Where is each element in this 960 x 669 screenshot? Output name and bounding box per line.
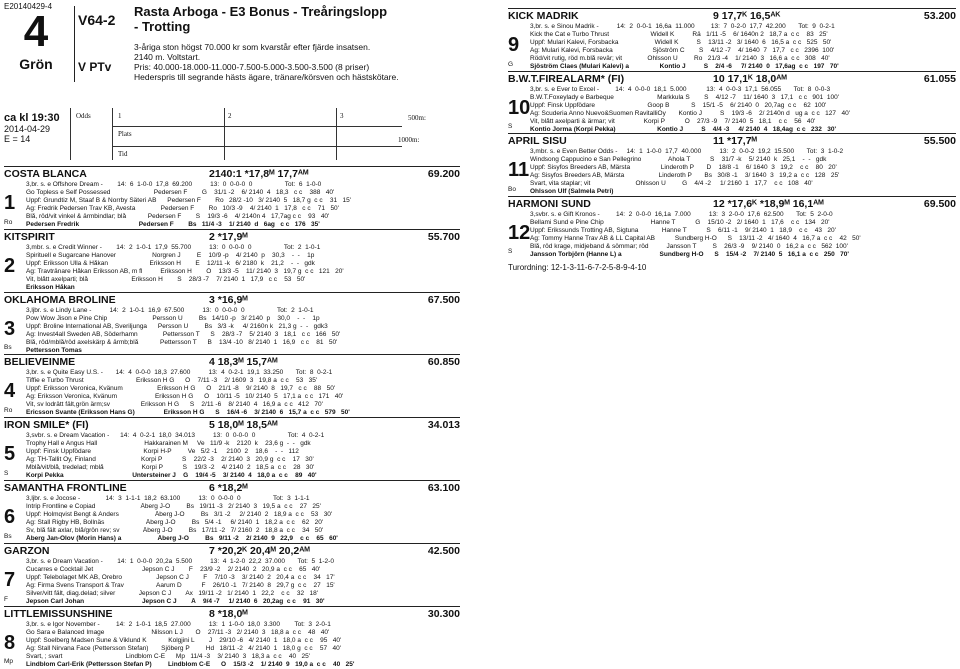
horse-stats	[26, 432, 460, 480]
stat-line: Uppf: Soelberg Madsen Sune & Viklund K Kolgjini L J 29/10 -6 4/ 2140 1 18,0 a c c 95 40'	[26, 636, 342, 644]
horse-home-track: Mp	[4, 658, 14, 666]
horse-separator	[4, 229, 460, 230]
race-id: E20140429-4	[4, 2, 53, 11]
post-number: 7	[4, 568, 16, 591]
odds-label: Odds	[76, 112, 91, 120]
horse-entry	[4, 606, 460, 669]
grid-plats: Plats	[118, 130, 132, 138]
stat-line: Eriksson Håkan	[26, 283, 75, 291]
horse-name: OKLAHOMA BROLINE	[4, 293, 116, 306]
horse-home-track: Bs	[4, 532, 12, 540]
stat-line: Silver/vitt fält, diag.delad; silver Jepson C J Ax 19/11 -2 1/ 2140 1 22,2 c c 32 18'	[26, 589, 318, 597]
stat-line: Uppf: Grundtiz M, Staaf B & Norrby Säteri AB Pedersen F Ro 28/2 -10 3/ 2140 5 18,7 g c c 31 15'	[26, 197, 351, 204]
horse-stats	[530, 86, 956, 134]
stat-line: 3,br. s. e Offshore Dream - 14: 6 1-0-0 17,8 69.200 13: 0 0-0-0 0 Tot: 6 1-0-0	[26, 181, 322, 188]
grid-col-1: 1	[118, 112, 122, 120]
horse-record: 2 *17,9ᴹ	[209, 230, 248, 243]
post-number: 2	[4, 254, 16, 277]
cond-line2: 2140 m. Voltstart.	[134, 52, 201, 62]
horse-separator	[4, 480, 460, 481]
horse-record: 8 *18,0ᴹ	[209, 607, 248, 620]
stat-line: Pow Wow Jison e Pine Chip Persson U Bs 14/10 -p 3/ 2140 p 30,0 - - 1p	[26, 314, 320, 322]
race-date: 2014-04-29	[4, 124, 51, 134]
horse-stats	[26, 181, 460, 229]
stat-line: Äg: Tommy Hanne Trav AB & LL Capital AB Sundberg H-O S 13/11 -2 4/ 1640 4 16,7 a c c 42 50'	[530, 234, 861, 242]
stat-line: Cucarres e Cocktail Jet Jepson C J F 23/9 -2 2/ 2140 2 20,9 a c c 65 40'	[26, 565, 321, 573]
horse-name: B.W.T.FIREALARM* (FI)	[508, 72, 625, 85]
horse-name: IRON SMILE* (FI)	[4, 419, 89, 432]
stat-line: Sv, blå fält axlar, blå/grön rev; sv Åberg J-O Bs 17/11 -2 7/ 2160 2 18,8 a c c 34 50'	[26, 526, 324, 534]
stat-line: 3,ljbr. s. e Jocose - 14: 3 1-1-1 18,2 63.100 13: 0 0-0-0 0 Tot: 3 1-1-1	[26, 494, 310, 502]
horse-separator	[4, 543, 460, 544]
stat-line: Röd/vit rutig, röd m.blå revär; vit Ohlsson U Ro 21/3 -4 1/ 2140 3 16,6 a c c 308 40'	[530, 55, 830, 62]
horse-prize: 61.055	[923, 72, 956, 85]
post-number: 8	[4, 631, 16, 654]
horse-entry	[508, 196, 956, 259]
grid-hline	[112, 146, 402, 147]
horse-prize: 60.850	[427, 356, 460, 369]
horse-name: LITTLEMISSUNSHINE	[4, 607, 113, 620]
horse-entry	[4, 166, 460, 229]
stat-line: Åberg Jan-Olov (Morin Hans) a Åberg J-O Bs 9/11 -2 2/ 2140 9 22,9 c c 65 60'	[26, 534, 338, 542]
horse-home-track: S	[508, 123, 513, 130]
grid-1000m: 1000m:	[398, 136, 420, 144]
race-number: 4	[23, 7, 49, 56]
horse-name: APRIL SISU	[508, 135, 567, 147]
stat-line: Äg: Stall Rigby HB, Bollnäs Åberg J-O Bs 5/4 -1 6/ 2140 1 18,2 a c c 62 20'	[26, 518, 324, 526]
post-number: 4	[4, 380, 16, 403]
stat-line: 3,mbr. s. e Even Better Odds - 14: 1 1-0-0 17,7 40.000 13: 2 0-0-2 19,2 15.500 Tot: 3 1-0-2	[530, 148, 844, 155]
stat-line: Uppf: Finsk Uppfödare Goop B S 15/1 -5 6/ 2140 0 20,7ag c c 62 100'	[530, 101, 827, 109]
horse-home-track: Ro	[4, 218, 13, 226]
horse-record: 4 18,3ᴹ 15,7ᴬᴹ	[209, 356, 278, 369]
stat-line: Mblå/vit/blå, tredelad; mblå Korpi P S 19/3 -2 4/ 2140 2 18,5 a c c 28 30'	[26, 464, 315, 472]
race-title-line1: Rasta Arboga - E3 Bonus - Treåringslopp	[134, 4, 388, 19]
horse-separator	[508, 133, 956, 134]
stat-line: Blå, röd/mblå/röd axelskärp & ärmb;blå Pettersson T B 13/4 -10 8/ 2140 1 16,9 c c 81 50'	[26, 338, 338, 346]
post-number: 6	[4, 505, 16, 528]
horse-list-left	[4, 166, 460, 668]
race-conditions	[134, 42, 454, 82]
horse-stats	[26, 307, 460, 355]
stat-line: Uppf: Holmqvist Bengt & Anders Åberg J-O Bs 3/1 -2 2/ 2140 2 18,9 a c c 53 30'	[26, 510, 333, 518]
stat-line: Windsong Cappucino e San Pellegrino Ahola T S 31/7 -k 5/ 2140 k 25,1 - - gdk	[530, 156, 827, 163]
stat-line: B.W.T.Foxeylady e Barbeque Markkula S S 4/12 -7 11/ 1640 3 17,1 c c 901 100'	[530, 93, 839, 101]
horse-home-track: Bs	[4, 344, 12, 352]
horse-entry	[4, 354, 460, 417]
stat-line: Tiffie e Turbo Thrust Eriksson H G Ö 7/11 -3 2/ 1609 3 19,8 a c c 53 35'	[26, 377, 318, 385]
horse-stats	[26, 495, 460, 543]
stat-line: Äg: Scuderia Anno Nuevo&Suomen RavitalliOy Kontio J S 19/3 -6 2/ 2140n d ug a c c 127 40'	[530, 109, 850, 117]
stat-line: Kick the Cat e Turbo Thrust Widell K Rä 1/11 -5 6/ 1640n 2 18,7 a c c 83 25'	[530, 31, 828, 38]
stat-line: Go Sara e Balanced Image Nilsson L J Ö 27/11 -3 2/ 2140 3 18,8 a c c 48 40'	[26, 628, 330, 636]
stat-line: Uppf: Sisyfos Breeders AB, Märsta Linderoth P D 18/8 -1 6/ 1640 3 19,2 c c 80 20'	[530, 164, 837, 171]
post-number: 11	[508, 159, 530, 181]
race-e: E = 14	[4, 134, 31, 144]
grid-vline	[336, 108, 337, 160]
horse-home-track: Bo	[508, 185, 516, 193]
horse-list-right	[508, 8, 956, 258]
stat-line: Uppf: Eriksson Ulla & Håkan Eriksson H E 12/11 -k 6/ 2180 k 21,2 - - gdk	[26, 259, 315, 267]
grid-vline	[70, 108, 71, 160]
horse-record: 12 *17,6ᴷ *18,9ᴹ 16,1ᴬᴹ	[713, 197, 824, 210]
stat-line: Ericsson Svante (Eriksson Hans G) Eriksson H G S 16/4 -6 3/ 2140 6 15,7 a c c 579 50'	[26, 409, 350, 417]
horse-record: 2140:1 *17,8ᴹ 17,7ᴬᴹ	[209, 168, 309, 180]
horse-prize: 34.013	[427, 419, 460, 432]
horse-entry	[4, 480, 460, 543]
stat-line: Jepson Carl Johan Jepson C J Å 9/4 -7 1/ 2140 6 20,2ag c c 91 30'	[26, 597, 325, 605]
horse-prize: 55.500	[923, 135, 956, 147]
stat-line: Uppf: Mulari Kalevi, Forsbacka Widell K S 13/11 -2 3/ 1640 6 16,5 a c c 525 50'	[530, 39, 832, 46]
horse-home-track: F	[4, 595, 8, 603]
horse-separator	[508, 8, 956, 9]
post-number: 1	[4, 192, 16, 214]
horse-prize: 67.500	[427, 293, 460, 306]
horse-separator	[508, 71, 956, 72]
horse-home-track: S	[4, 469, 9, 477]
game-type-2: V PTv	[78, 60, 112, 74]
stat-line: 3,mbr. s. e Credit Winner - 14: 2 1-0-1 17,9 55.700 13: 0 0-0-0 0 Tot: 2 1-0-1	[26, 243, 321, 251]
horse-entry	[4, 292, 460, 355]
grid-hline	[112, 126, 402, 127]
horse-prize: 69.500	[923, 197, 956, 210]
stat-line: 3,br. s. e Dream Vacation - 14: 1 0-0-0 20,2a 5.500 13: 4 1-2-0 22,2 37.000 Tot: 5 1-2-0	[26, 557, 334, 565]
horse-separator	[4, 417, 460, 418]
stat-line: Sjöström Claes (Mulari Kalevi) a Kontio J S 2/4 -6 7/ 2140 0 17,6ag c c 197 70'	[530, 63, 839, 70]
stat-line: Pettersson Tomas	[26, 346, 82, 354]
horse-stats	[26, 621, 460, 669]
horse-name: COSTA BLANCA	[4, 168, 87, 180]
horse-record: 3 *16,9ᴹ	[209, 293, 248, 306]
stat-line: Uppf: Broline International AB, Sveriljunga Persson U Bs 3/3 -k 4/ 2160n k 21,3 g - - gdk3	[26, 322, 328, 330]
game-type-1: V64-2	[78, 12, 116, 28]
post-number: 5	[4, 443, 16, 466]
stat-line: 3,ljbr. s. e Lindy Lane - 14: 2 1-0-1 16,9 67.500 13: 0 0-0-0 0 Tot: 2 1-0-1	[26, 306, 314, 314]
horse-separator	[4, 292, 460, 293]
horse-record: 7 *20,2ᴷ 20,4ᴹ 20,2ᴬᴹ	[209, 544, 310, 557]
stat-line: Svart, ; svart Lindblom C-E Mp 11/4 -3 3/ 2140 3 18,3 a c c 40 25'	[26, 652, 310, 660]
stat-line: Korpi Pekka Untersteiner J G 19/4 -5 3/ 2140 4 18,0 a c c 89 40'	[26, 472, 317, 480]
stat-line: 3,br. s. e Quite Easy U.S. - 14: 4 0-0-0 18,3 27.600 13: 4 0-2-1 19,1 33.250 Tot: 8 0-2-1	[26, 369, 333, 377]
horse-name: KITSPIRIT	[4, 230, 55, 243]
horse-stats	[530, 23, 956, 71]
grid-col-2: 2	[228, 112, 232, 120]
stat-line: Äg: Invest4all Sweden AB, Söderhamn Pettersson T S 28/3 -7 5/ 2140 3 18,1 c c 166 50'	[26, 330, 341, 338]
track-color: Grön	[19, 56, 53, 72]
horse-record: 5 18,0ᴹ 18,5ᴬᴹ	[209, 419, 278, 432]
post-number: 9	[508, 34, 520, 56]
race-title	[134, 4, 434, 34]
race-title-line2: - Trotting	[134, 19, 191, 34]
stat-line: Ohlsson Ulf (Salmela Petri)	[530, 188, 614, 195]
horse-entry	[4, 229, 460, 292]
stat-line: 3,br. s. e Igor November - 14: 2 1-0-1 18,5 27.000 13: 1 1-0-0 18,0 3.300 Tot: 3 2-0-1	[26, 620, 331, 628]
horse-name: HARMONI SUND	[508, 197, 591, 210]
grid-500m: 500m:	[408, 114, 426, 122]
horse-separator	[4, 606, 460, 607]
cond-line4: Hederspris till segrande hästs ägare, tränare/körsven och hästskötare.	[134, 72, 399, 82]
horse-prize: 53.200	[923, 10, 956, 22]
stat-line: Vit, sv lodrätt fält,grön ärm;sv Eriksson H G S 2/11 -6 8/ 2140 4 16,9 a c c 412 70'	[26, 401, 323, 409]
horse-stats	[530, 148, 956, 196]
stat-line: Äg: Fredrik Pedersen Trav KB, Avesta Pedersen F Ro 10/3 -9 4/ 2140 1 17,8 c c 71 50'	[26, 205, 339, 212]
horse-entry	[508, 133, 956, 196]
horse-name: SAMANTHA FRONTLINE	[4, 481, 127, 494]
grid-vline	[112, 108, 113, 160]
start-time: ca kl 19:30	[4, 112, 60, 124]
stat-line: Äg: Firma Svens Transport & Trav Aarum D F 26/10 -1 7/ 2140 8 29,7 g c c 27 15'	[26, 581, 335, 589]
stat-line: Blå, röd/vit vinkel & ärmbindlar; blå Pedersen F S 19/3 -6 4/ 2140n 4 17,7ag c c 93 40'	[26, 213, 330, 220]
stat-line: Jansson Torbjörn (Hanne L) a Sundberg H-O S 15/4 -2 7/ 2140 5 16,1 a c c 250 70'	[530, 250, 849, 258]
horse-home-track: S	[508, 248, 513, 255]
horse-prize: 63.100	[427, 481, 460, 494]
horse-name: KICK MADRIK	[508, 10, 579, 22]
grid-tid: Tid	[118, 150, 128, 158]
horse-prize: 55.700	[427, 230, 460, 243]
horse-entry	[4, 417, 460, 480]
stat-line: Äg: Mulari Kalevi, Forsbacka Sjöström C S 4/12 -7 4/ 1640 7 17,7 c c 2396 100'	[530, 47, 835, 54]
horse-prize: 30.300	[427, 607, 460, 620]
stat-line: Svart, vita staplar; vit Ohlsson U G 4/4 -2 1/ 2160 1 17,7 c c 108 40'	[530, 180, 813, 187]
stat-line: Spirituell e Sugarcane Hanover Norgren J E 10/9 -p 4/ 2140 p 30,3 - - 1p	[26, 251, 315, 259]
turordning: Turordning: 12-1-3-11-6-7-2-5-8-9-4-10	[508, 263, 647, 272]
stat-line: Trophy Hall e Angus Hall Hakkarainen M Ve 11/9 -k 2120 k 23,6 g - - gdk	[26, 440, 311, 448]
cond-line1: 3-åriga ston högst 70.000 kr som kvarstår efter fjärde insatsen.	[134, 42, 371, 52]
horse-stats	[26, 244, 460, 292]
horse-prize: 69.200	[427, 168, 460, 180]
horse-name: BELIEVEINME	[4, 356, 76, 369]
grid-col-3: 3	[340, 112, 344, 120]
stat-line: Vit, blått axelparti & ärmar; vit Korpi P Ö 27/3 -9 7/ 2140 5 18,1 c c 56 40'	[530, 117, 816, 125]
horse-separator	[4, 354, 460, 355]
horse-record: 6 *18,2ᴹ	[209, 481, 248, 494]
horse-stats	[26, 558, 460, 606]
stat-line: 3,br. s. e Ever to Excel - 14: 4 0-0-0 18,1 5.000 13: 4 0-0-3 17,1 56.055 Tot: 8 0-0-3	[530, 85, 831, 93]
stat-line: Äg: Travtränare Håkan Eriksson AB, m fl Eriksson H Ö 13/3 -5 11/ 2140 3 19,7 g c c 121 20'	[26, 267, 344, 275]
post-number: 10	[508, 96, 531, 119]
stat-line: 3,svbr. s. e Gift Kronos - 14: 2 0-0-0 16,1a 7.000 13: 3 2-0-0 17,6 62.500 Tot: 5 2-0-0	[530, 210, 833, 218]
post-number: 12	[508, 221, 531, 244]
stat-line: Äg: Sisyfos Breeders AB, Märsta Linderoth P Bs 30/8 -1 3/ 1640 3 19,2 a c c 128 25'	[530, 172, 840, 179]
horse-home-track: Ro	[4, 407, 13, 415]
stat-line: 3,br. s. e Sinou Madrik - 14: 2 0-0-1 16,6a 11.000 13: 7 0-2-0 17,7 42.200 Tot: 9 0-2-1	[530, 23, 835, 30]
stat-line: Uppf: Eriksson Veronica, Kvänum Eriksson H G Ö 21/1 -8 9/ 2140 8 19,7 c c 88 50'	[26, 385, 336, 393]
stat-line: Vit, blått axelparti; blå Eriksson H S 28/3 -7 7/ 2140 1 17,9 c c 53 50'	[26, 275, 306, 283]
horse-entry	[508, 8, 956, 71]
stat-line: Bellami Sund e Pine Chip Hanne T G 15/10 -2 2/ 1640 1 17,6 c c 134 20'	[530, 218, 830, 226]
horse-home-track: G	[508, 60, 514, 68]
stat-line: Äg: Eriksson Veronica, Kvänum Eriksson H G Ö 10/11 -5 10/ 2140 5 17,1 a c c 171 40'	[26, 393, 344, 401]
stat-line: Go Topless e Self Possessed Pedersen F G 31/1 -2 6/ 2140 4 18,3 c c 388 40'	[26, 189, 335, 196]
stat-line: Uppf: Finsk Uppfödare Korpi H-P Ve 5/2 -1 2100 2 18,6 - - 112	[26, 448, 299, 456]
horse-stats	[530, 211, 956, 259]
stat-line: Uppf: Telebolaget MK AB, Örebro Jepson C J F 7/10 -3 3/ 2140 2 20,4 a c c 34 17'	[26, 573, 335, 581]
stat-line: 3,svbr. s. e Dream Vacation - 14: 4 0-2-1 18,0 34.013 13: 0 0-0-0 0 Tot: 4 0-2-1	[26, 432, 325, 440]
stat-line: Lindblom Carl-Erik (Pettersson Stefan P) Lindblom C-E Ö 15/3 -2 1/ 2140 9 19,0 a c c 40 25'	[26, 660, 355, 668]
stat-line: Kontio Jorma (Korpi Pekka) Kontio J S 4/4 -3 4/ 2140 4 18,4ag c c 232 30'	[530, 125, 837, 133]
cond-line3: Pris: 40.000-18.000-11.000-7.500-5.000-3.500-3.500 (8 priser)	[134, 62, 370, 72]
stat-line: Uppf: Erikssunds Trotting AB, Sigtuna Hanne T S 6/11 -1 9/ 2140 1 18,9 c c 43 20'	[530, 226, 836, 234]
stat-line: Äg: TH-Tallit Oy, Finland Korpi P S 22/2 -3 2/ 2140 3 20,9 g c c 17 30'	[26, 456, 314, 464]
stat-line: Intrip Frontline e Copiad Åberg J-O Bs 19/11 -3 2/ 2140 3 19,5 a c c 27 25'	[26, 502, 321, 510]
post-number: 3	[4, 317, 16, 340]
horse-entry	[4, 543, 460, 606]
horse-entry	[508, 71, 956, 134]
horse-record: 9 17,7ᴷ 16,5ᴬᴷ	[713, 10, 781, 22]
stat-line: Äg: Stall Nirvana Face (Pettersson Stefan) Sjöberg P Hd 18/11 -2 4/ 2140 1 18,0 g c c 57 40'	[26, 644, 341, 652]
stat-line: Pedersen Fredrik Pedersen F Bs 11/4 -3 1/ 2140 d 6ag c c 176 35'	[26, 221, 320, 228]
start-time-box	[4, 112, 68, 144]
horse-record: 11 *17,7ᴹ	[713, 135, 757, 147]
horse-prize: 42.500	[427, 544, 460, 557]
horse-separator	[508, 196, 956, 197]
grid-vline	[224, 108, 225, 160]
stat-line: Blå, röd krage, midjeband & sömmar; röd Jansson T S 26/3 -9 9/ 2140 0 16,2 a c c 562 100'	[530, 242, 848, 250]
horse-separator	[4, 166, 460, 167]
horse-record: 10 17,1ᴷ 18,0ᴬᴹ	[713, 72, 787, 85]
horse-stats	[26, 369, 460, 417]
horse-name: GARZON	[4, 544, 50, 557]
